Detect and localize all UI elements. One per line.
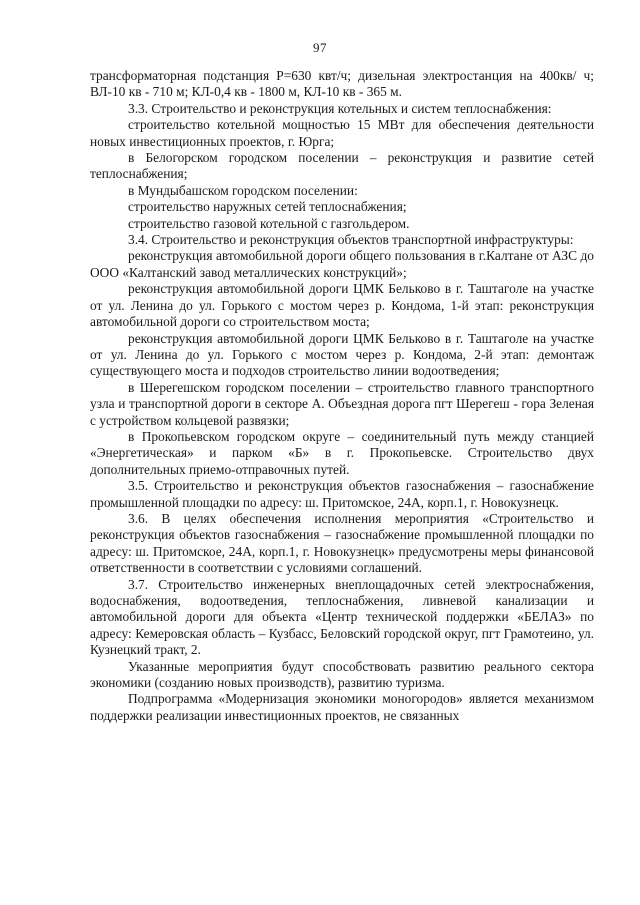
paragraph: реконструкция автомобильной дороги ЦМК Бельково в г. Таштаголе на участке от ул. Ленина до ул. Горького с мостом через р. Кондома, 1-й этап: реконструкция автомобильной дороги со строительством моста; <box>90 281 594 330</box>
paragraph-section-3-7: 3.7. Строительство инженерных внеплощадочных сетей электроснабжения, водоснабжения, водоотведения, теплоснабжения, ливневой канализации и автомобильной дороги для объекта «Центр технической поддержки «БЕЛАЗ» по адресу: Кемеровская область – Кузбасс, Беловский городской округ, пгт Грамотеино, ул. Кузнецкий тракт, 2. <box>90 576 594 658</box>
paragraph: строительство котельной мощностью 15 МВт для обеспечения деятельности новых инвестиционных проектов, г. Юрга; <box>90 117 594 149</box>
paragraph: в Прокопьевском городском округе – соединительный путь между станцией «Энергетическая» и парком «Б» в г. Прокопьевске. Строительство двух дополнительных приемо-отправочных путей. <box>90 428 594 477</box>
paragraph: строительство наружных сетей теплоснабжения; <box>128 199 407 215</box>
paragraph: реконструкция автомобильной дороги общего пользования в г.Калтане от АЗС до ООО «Калтанский завод металлических конструкций»; <box>90 248 594 280</box>
paragraph: в Мундыбашском городском поселении: <box>128 182 358 198</box>
paragraph-section-3-5: 3.5. Строительство и реконструкция объектов газоснабжения – газоснабжение промышленной площадки по адресу: ш. Притомское, 24А, корп.1, г. Новокузнецк. <box>90 478 594 510</box>
paragraph: трансформаторная подстанция P=630 квт/ч; дизельная электростанция на 400кв/ ч; ВЛ-10 кв - 710 м; КЛ-0,4 кв - 1800 м, КЛ-10 кв - 365 м. <box>90 68 594 100</box>
document-body <box>90 68 594 724</box>
paragraph: в Белогорском городском поселении – реконструкция и развитие сетей теплоснабжения; <box>90 150 594 182</box>
paragraph-section-3-6: 3.6. В целях обеспечения исполнения мероприятия «Строительство и реконструкция объектов газоснабжения – газоснабжение промышленной площадки по адресу: ш. Притомское, 24А, корп.1, г. Новокузнецк» предусмотрены меры финансовой ответственности в соответствии с условиями соглашений. <box>90 510 594 576</box>
paragraph: Указанные мероприятия будут способствовать развитию реального сектора экономики (созданию новых производств), развитию туризма. <box>90 658 594 691</box>
paragraph: строительство газовой котельной с газгольдером. <box>128 215 410 231</box>
paragraph: реконструкция автомобильной дороги ЦМК Бельково в г. Таштаголе на участке от ул. Ленина до ул. Горького с мостом через р. Кондома, 2-й этап: демонтаж существующего моста и подходов строительство линии водоотведения; <box>90 330 594 379</box>
paragraph-section-3-4: 3.4. Строительство и реконструкция объектов транспортной инфраструктуры: <box>128 232 574 248</box>
paragraph-section-3-3: 3.3. Строительство и реконструкция котельных и систем теплоснабжения: <box>128 100 552 116</box>
paragraph: в Шерегешском городском поселении – строительство главного транспортного узла и транспортной дороги в секторе А. Объездная дорога пгт Шерегеш - гора Зеленая с устройством кольцевой развязки; <box>90 379 594 428</box>
paragraph: Подпрограмма «Модернизация экономики моногородов» является механизмом поддержки реализации инвестиционных проектов, не связанных <box>90 691 594 723</box>
page-number: 97 <box>313 40 327 55</box>
